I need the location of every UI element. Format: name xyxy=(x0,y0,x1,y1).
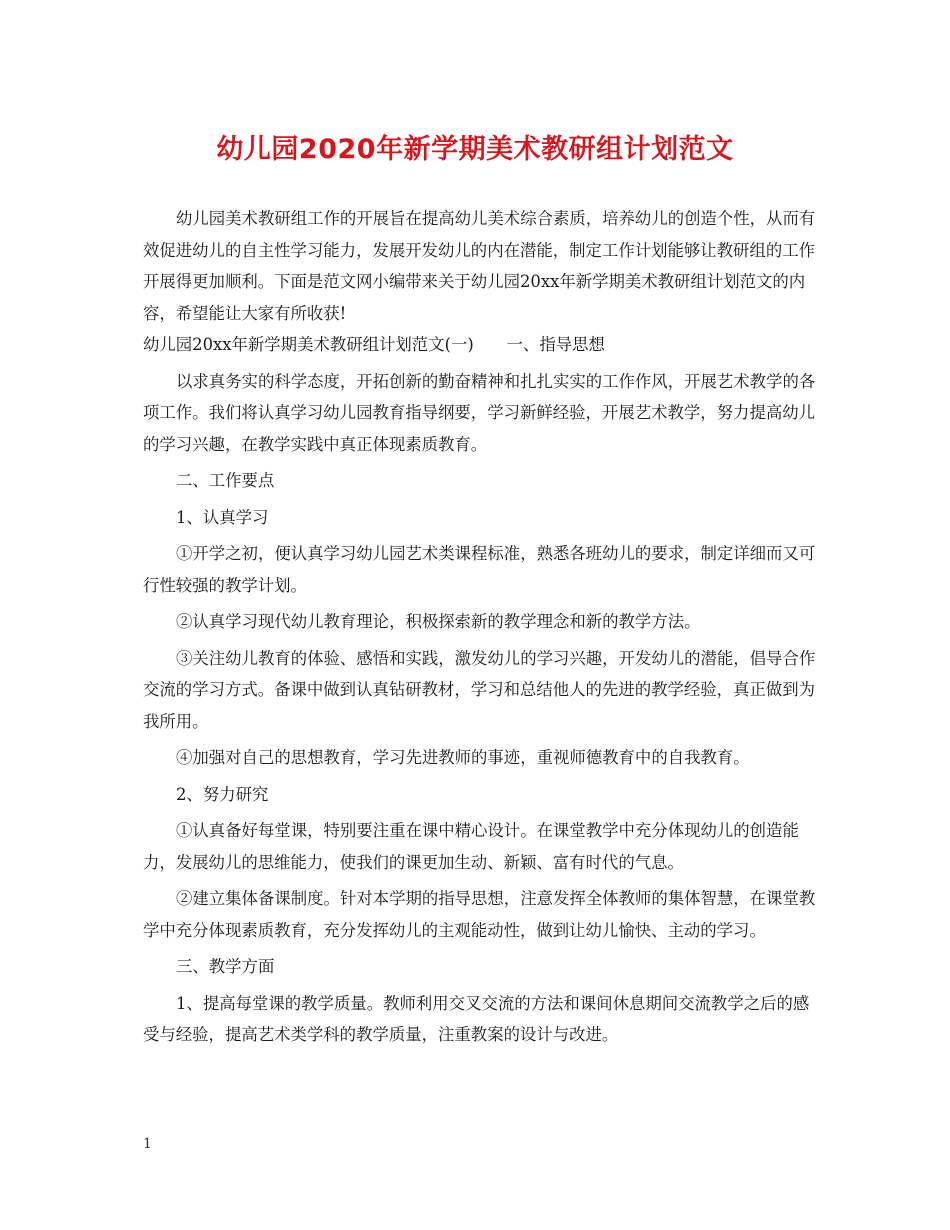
heading-work-points: 二、工作要点 xyxy=(176,471,275,490)
document-title: 幼儿园2020年新学期美术教研组计划范文 xyxy=(216,134,734,165)
list-item-study-2: ②认真学习现代幼儿教育理论，积极探索新的教学理念和新的教学方法。 xyxy=(176,612,701,631)
guiding-thought-paragraph: 以求真务实的科学态度，开拓创新的勤奋精神和扎扎实实的工作作风，开展艺术教学的各项工作。我们将认真学习幼儿园教育指导纲要，学习新鲜经验，开展艺术教学，努力提高幼儿的学习兴趣，在教学实践中真正体现素质教育。 xyxy=(143,371,816,454)
intro-paragraph: 幼儿园美术教研组工作的开展旨在提高幼儿美术综合素质，培养幼儿的创造个性，从而有效促进幼儿的自主性学习能力，发展开发幼儿的内在潜能，制定工作计划能够让教研组的工作开展得更加顺利。下面是范文网小编带来关于幼儿园20xx年新学期美术教研组计划范文的内容，希望能让大家有所收获! xyxy=(143,209,816,323)
list-item-study-3: ③关注幼儿教育的体验、感悟和实践，激发幼儿的学习兴趣，开发幼儿的潜能，倡导合作交流的学习方式。备课中做到认真钻研教材，学习和总结他人的先进的教学经验，真正做到为我所用。 xyxy=(143,648,816,731)
heading-study: 1、认真学习 xyxy=(176,507,269,527)
teaching-paragraph-1: 1、提高每堂课的教学质量。教师利用交叉交流的方法和课间休息期间交流教学之后的感受与经验，提高艺术类学科的教学质量，注重教案的设计与改进。 xyxy=(143,993,810,1044)
heading-teaching: 三、教学方面 xyxy=(176,957,275,976)
list-item-research-1: ①认真备好每堂课，特别要注重在课中精心设计。在课堂教学中充分体现幼儿的创造能力，发展幼儿的思维能力，使我们的课更加生动、新颖、富有时代的气息。 xyxy=(143,821,799,872)
section-heading-line: 幼儿园20xx年新学期美术教研组计划范文(一) 一、指导思想 xyxy=(143,335,605,354)
list-item-study-4: ④加强对自己的思想教育，学习先进教师的事迹，重视师德教育中的自我教育。 xyxy=(176,748,750,767)
document-body xyxy=(143,203,825,1051)
page-number: 1 xyxy=(143,1136,152,1152)
list-item-research-2: ②建立集体备课制度。针对本学期的指导思想，注意发挥全体教师的集体智慧，在课堂教学中充分体现素质教育，充分发挥幼儿的主观能动性，做到让幼儿愉快、主动的学习。 xyxy=(143,889,816,940)
heading-research: 2、努力研究 xyxy=(176,784,269,804)
list-item-study-1: ①开学之初，便认真学习幼儿园艺术类课程标准，熟悉各班幼儿的要求，制定详细而又可行性较强的教学计划。 xyxy=(143,544,816,595)
